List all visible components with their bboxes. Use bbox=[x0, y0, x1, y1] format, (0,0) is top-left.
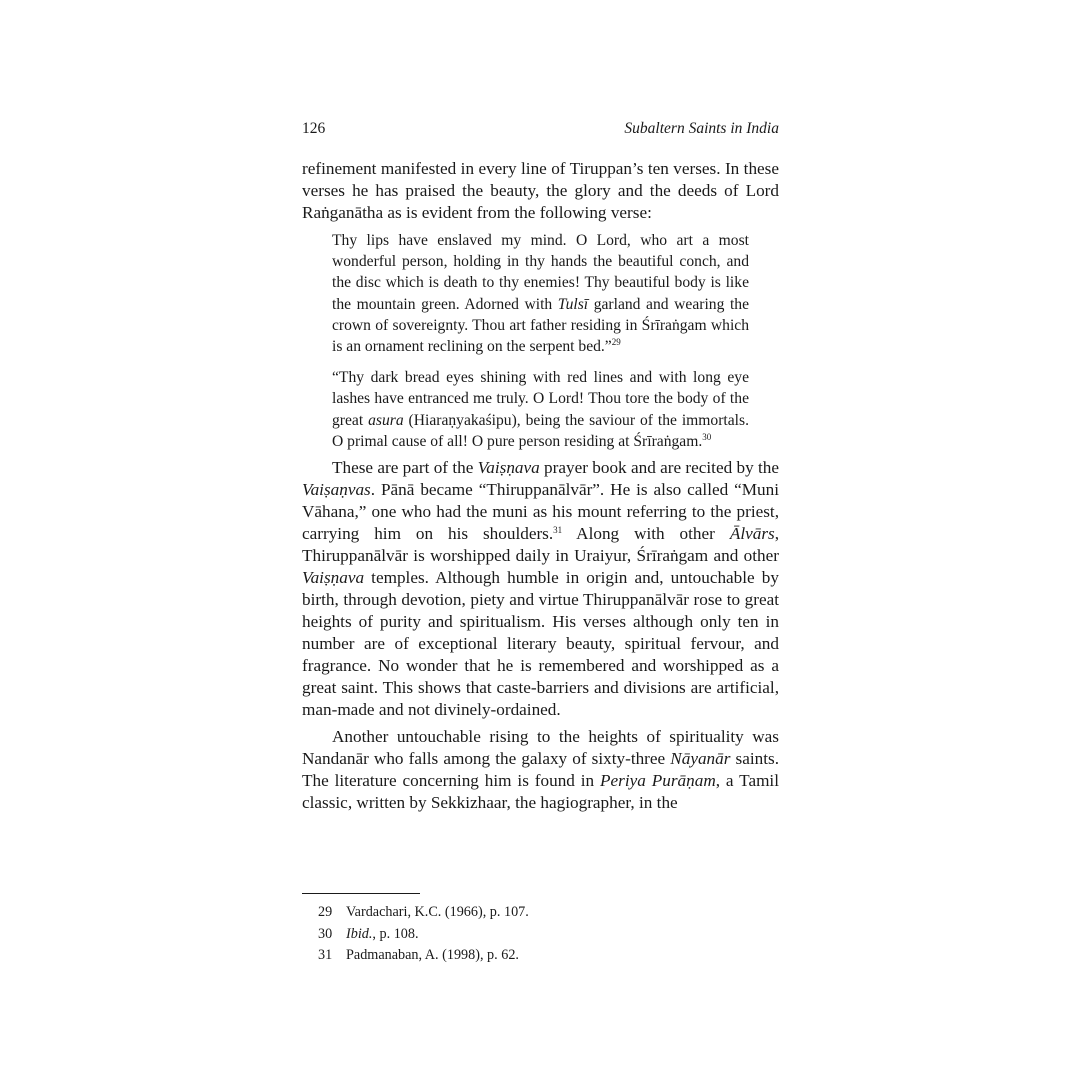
page-number: 126 bbox=[302, 120, 326, 137]
running-head bbox=[302, 118, 779, 140]
paragraph-3-text-c: , a Tamil classic, written by Sekkizhaar, the hagiographer, in the bbox=[302, 771, 779, 813]
footnote-rule bbox=[302, 893, 420, 894]
paragraph-2-italic-3: Ālvārs bbox=[729, 524, 775, 544]
paragraph-2-text-f: temples. Although humble in origin and, untouchable by birth, through devotion, piety and virtue Thiruppanālvār rose to great heights of purity and spiritualism. His verses although only ten in number are of exceptional literary beauty, spiritual fervour, and fragrance. No wonder that he is remembered and worshipped as a great saint. This shows that caste-barriers and divisions are artificial, man-made and not divinely-ordained. bbox=[302, 568, 779, 720]
paragraph-2-italic-4: Vaiṣṇava bbox=[302, 568, 365, 588]
footnote-ref-30: 30 bbox=[702, 431, 712, 442]
paragraph-3-text-a: Another untouchable rising to the heights of spirituality was Nandanār who falls among the galaxy of sixty-three bbox=[302, 727, 779, 769]
footnote-text: Padmanaban, A. (1998), p. 62. bbox=[346, 947, 519, 963]
footnotes bbox=[302, 893, 779, 967]
body-text bbox=[302, 158, 779, 814]
quote-2-text-b: (Hiaraṇyakaśipu), being the saviour of the immortals. O primal cause of all! O pure person residing at Śrīraṅgam. bbox=[332, 411, 749, 450]
paragraph-3-italic-2: Periya Purāṇam bbox=[600, 771, 716, 791]
paragraph-2-text-d: Along with other bbox=[562, 524, 730, 544]
paragraph-2-text-a: These are part of the bbox=[332, 458, 478, 478]
quote-2-text-a: “Thy dark bread eyes shining with red lines and with long eye lashes have entranced me truly. O Lord! Thou tore the body of the great bbox=[332, 369, 749, 429]
quote-1-italic-tulsi: Tulsī bbox=[557, 295, 589, 313]
footnote-ref-31: 31 bbox=[553, 525, 563, 536]
footnote-number: 30 bbox=[318, 925, 333, 942]
footnote-31 bbox=[302, 945, 779, 967]
paragraph-2 bbox=[302, 457, 779, 721]
quote-2-italic-asura: asura bbox=[368, 411, 404, 429]
block-quote bbox=[332, 230, 749, 452]
footnote-29 bbox=[302, 902, 779, 924]
running-title: Subaltern Saints in India bbox=[624, 120, 779, 137]
paragraph-1-text: refinement manifested in every line of Tiruppan’s ten verses. In these verses he has praised the beauty, the glory and the deeds of Lord Raṅganātha as is evident from the following verse: bbox=[302, 159, 779, 222]
paragraph-2-text-e: , Thiruppanālvār is worshipped daily in Uraiyur, Śrīraṅgam and other bbox=[302, 524, 779, 566]
footnote-italic-ibid: Ibid. bbox=[346, 925, 373, 942]
quote-verse-2 bbox=[332, 367, 749, 452]
footnote-ref-29: 29 bbox=[611, 337, 621, 348]
quote-1-text-a: Thy lips have enslaved my mind. O Lord, who art a most wonderful person, holding in thy hands the beautiful conch, and the disc which is death to thy enemies! Thy beautiful body is like the mountain green. Adorned with bbox=[332, 232, 749, 313]
paragraph-2-italic-1: Vaiṣṇava bbox=[477, 458, 540, 478]
paragraph-2-text-b: prayer book and are recited by the bbox=[539, 458, 779, 478]
book-page bbox=[302, 118, 779, 814]
paragraph-3-italic-1: Nāyanār bbox=[670, 749, 731, 769]
footnote-text: Vardachari, K.C. (1966), p. 107. bbox=[346, 904, 529, 920]
paragraph-3 bbox=[302, 726, 779, 814]
paragraph-2-text-c: . Pānā became “Thiruppanālvār”. He is also called “Muni Vāhana,” one who had the muni as his mount referring to the priest, carrying him on his shoulders. bbox=[302, 480, 779, 544]
footnote-number: 29 bbox=[318, 904, 333, 920]
footnote-text: , p. 108. bbox=[372, 925, 419, 942]
paragraph-2-italic-2: Vaiṣaṇvas bbox=[302, 480, 371, 500]
paragraph-1 bbox=[302, 158, 779, 224]
paragraph-3-text-b: saints. The literature concerning him is found in bbox=[302, 749, 779, 791]
footnote-number: 31 bbox=[318, 947, 333, 963]
quote-verse-1 bbox=[332, 230, 749, 357]
footnote-30 bbox=[302, 924, 779, 946]
quote-1-text-b: garland and wearing the crown of sovereignty. Thou art father residing in Śrīraṅgam which is an ornament reclining on the serpent bed.” bbox=[332, 295, 749, 356]
